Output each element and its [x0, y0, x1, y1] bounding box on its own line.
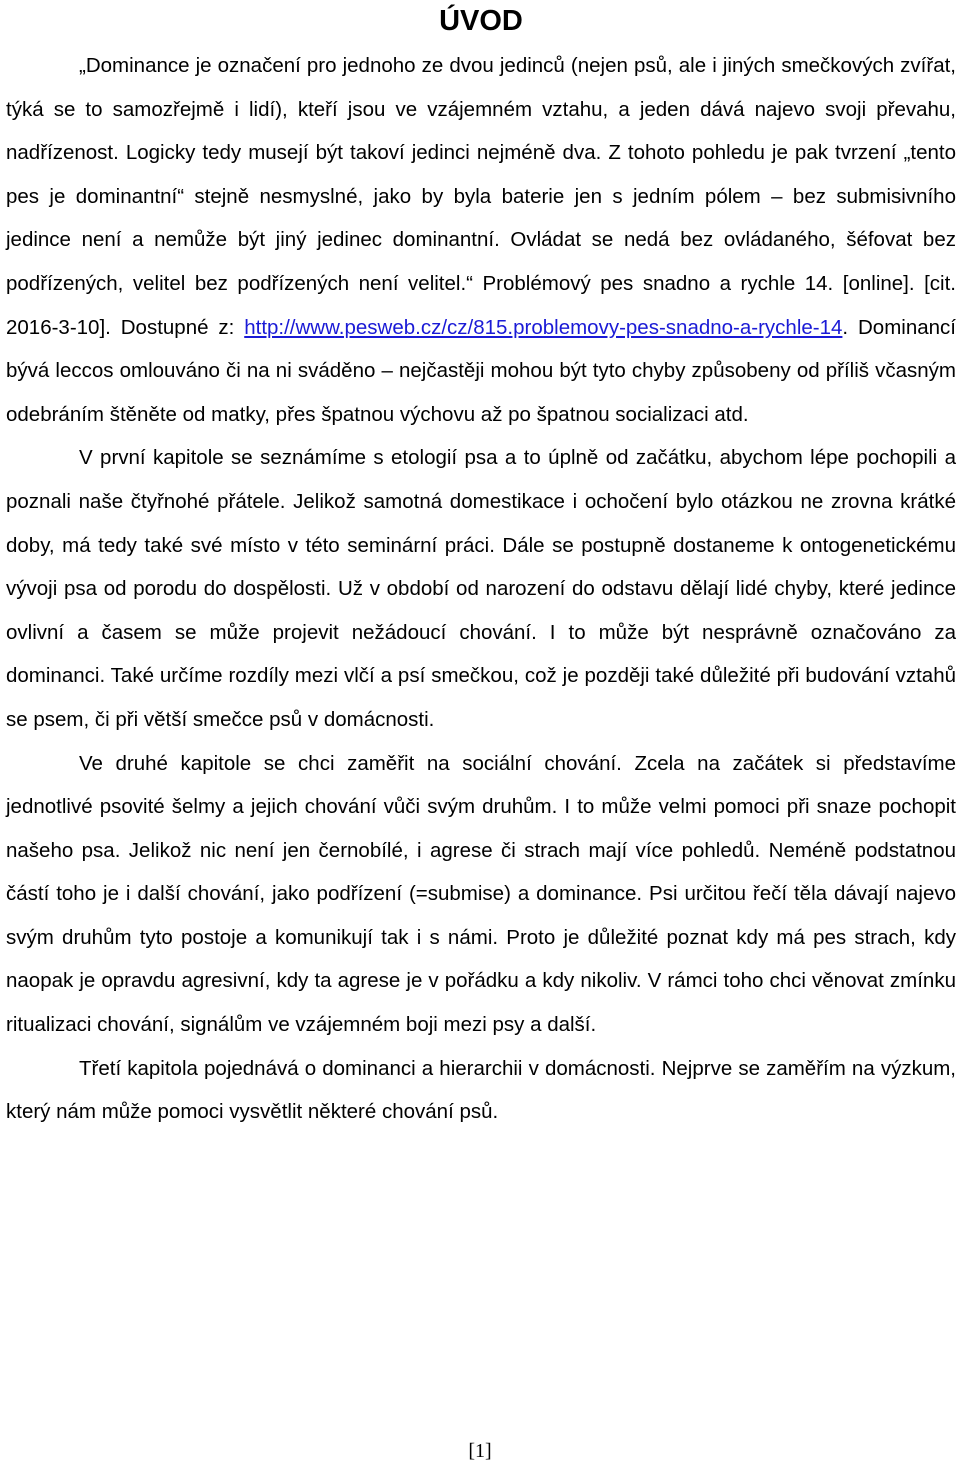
page-title: ÚVOD: [439, 5, 523, 37]
page-number: [1]: [468, 1440, 492, 1462]
paragraph-chapter-3: Třetí kapitola pojednává o dominanci a hierarchii v domácnosti. Nejprve se zaměřím na výzkum, který nám může pomoci vysvětlit některé chování psů.: [6, 1056, 956, 1124]
paragraph-chapter-1: V první kapitole se seznámíme s etologií psa a to úplně od začátku, abychom lépe pochopili a poznali naše čtyřnohé přátele. Jelikož samotná domestikace i ochočení bylo otázkou ne zrovna krátké doby, má tedy také své místo v této seminární práci. Dále se postupně dostaneme k ontogenetickému vývoji psa od porodu do dospělosti. Už v období od narození do odstavu dělají lidé chyby, které jedince ovlivní a časem se může projevit nežádoucí chování. I to může být nesprávně označováno za dominanci. Také určíme rozdíly mezi vlčí a psí smečkou, což je později také důležité při budování vztahů se psem, či při větší smečce psů v domácnosti.: [6, 446, 956, 731]
quote-continuation: . Dominancí bývá leccos omlouváno či na ni sváděno – nejčastěji mohou být tyto chyby způsobeny od příliš včasným odebráním štěněte od matky, přes špatnou výchovu až po špatnou socializaci atd.: [6, 315, 956, 426]
paragraph-intro-quote: [6, 44, 956, 436]
paragraph-chapter-2: Ve druhé kapitole se chci zaměřit na sociální chování. Zcela na začátek si představíme jednotlivé psovité šelmy a jejich chování vůči svým druhům. I to může velmi pomoci při snaze pochopit našeho psa. Jelikož nic není jen černobílé, i agrese či strach mají více pohledů. Neméně podstatnou částí toho je i další chování, jako podřízení (=submise) a dominance. Psi určitou řečí těla dávají najevo svým druhům tyto postoje a komunikují tak i s námi. Proto je důležité poznat kdy má pes strach, kdy naopak je opravdu agresivní, kdy ta agrese je v pořádku a kdy nikoliv. V rámci toho chci věnovat zmínku ritualizaci chování, signálům ve vzájemném boji mezi psy a další.: [6, 751, 956, 1037]
document-page: [6, 0, 956, 1134]
quote-text: „Dominance je označení pro jednoho ze dvou jedinců (nejen psů, ale i jiných smečkových zvířat, týká se to samozřejmě i lidí), kteří jsou ve vzájemném vztahu, a jeden dává najevo svoji převahu, nadřízenost. Logicky tedy musejí být takoví jedinci nejméně dva. Z tohoto pohledu je pak tvrzení „tento pes je dominantní“ stejně nesmyslné, jako by byla baterie jen s jedním pólem – bez submisivního jedince není a nemůže být jiný jedinec dominantní. Ovládat se nedá bez ovládaného, šéfovat bez podřízených, velitel bez podřízených není velitel.“ Problémový pes snadno a rychle 14. [online]. [cit. 2016-3-10]. Dostupné z:: [6, 54, 956, 339]
source-link[interactable]: http://www.pesweb.cz/cz/815.problemovy-pes-snadno-a-rychle-14: [244, 315, 843, 339]
